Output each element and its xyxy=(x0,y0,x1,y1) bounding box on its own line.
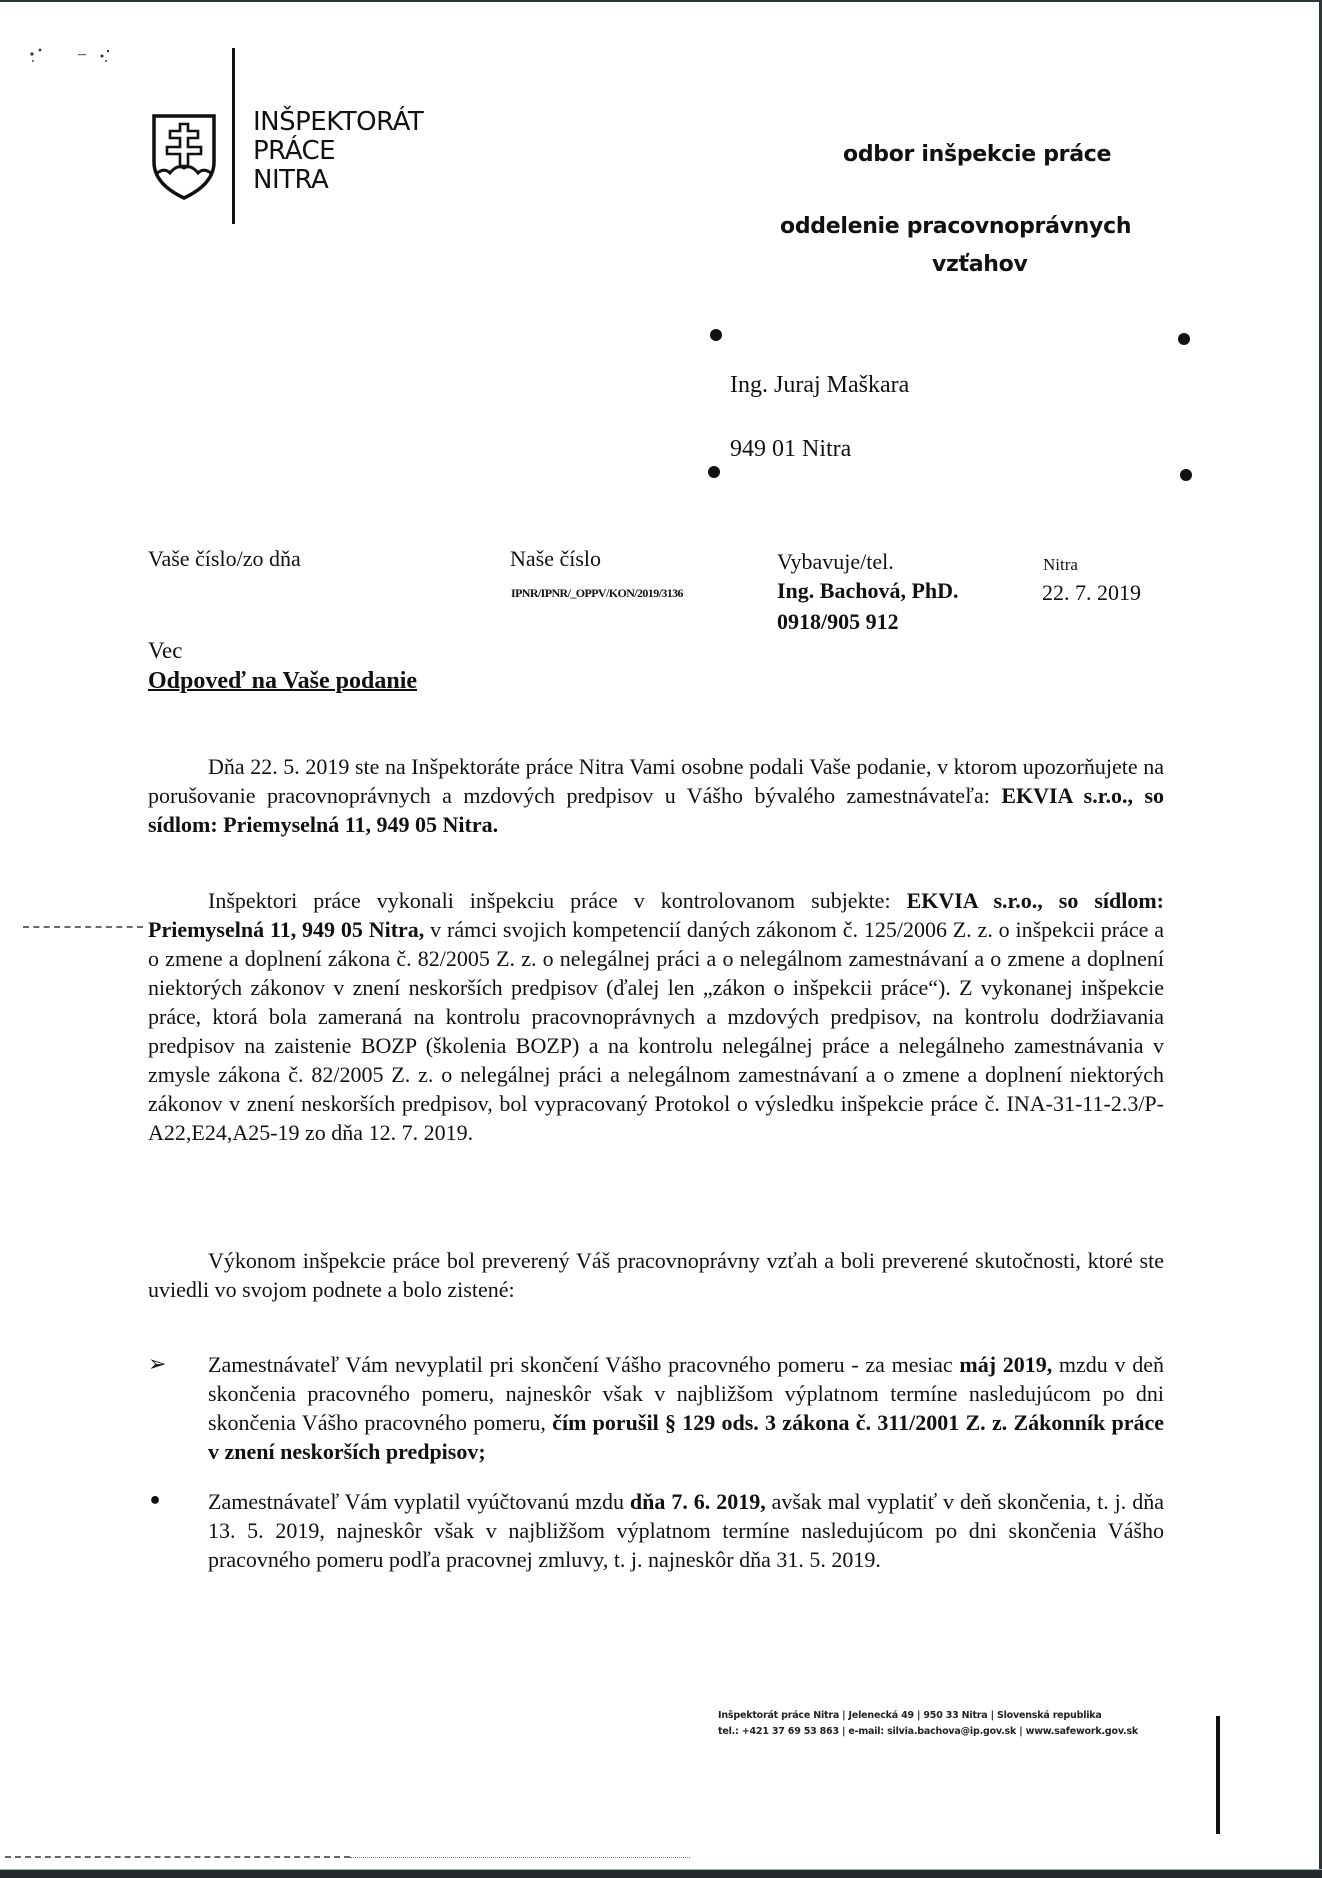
org-line: PRÁCE xyxy=(253,136,336,166)
footer-vertical-bar xyxy=(1216,1716,1220,1834)
body-paragraph xyxy=(148,886,1164,1147)
our-ref-label: Naše číslo xyxy=(510,546,602,571)
finding-text: avšak mal vyplatiť v deň skončenia, t. j. dňa 13. 5. 2019, najneskôr však v najbližšom výplatnom termíne nasledujúcom po dni skončenia Vášho pracovného pomeru podľa pracovnej zmluvy, t. j. najneskôr dňa 31. 5. 2019. xyxy=(208,1489,1164,1572)
section-name-line2: vzťahov xyxy=(932,252,1028,277)
section-name-line1: oddelenie pracovnoprávnych xyxy=(780,214,1132,239)
body-paragraph xyxy=(148,752,1164,839)
handler-label: Vybavuje/tel. xyxy=(777,549,894,574)
letter-date: 22. 7. 2019 xyxy=(1042,580,1141,605)
footer-contacts: tel.: +421 37 69 53 863 | e-mail: silvia.bachova@ip.gov.sk | www.safework.gov.sk xyxy=(718,1726,1139,1737)
organization-name xyxy=(253,108,423,195)
paragraph-text: v rámci svojich kompetencií daných zákonom č. 125/2006 Z. z. o inšpekcii práce a o zmene a doplnení zákona č. 82/2005 Z. z. o nelegálnej práci a o nelegálnom zamestnávaní a o zmene a doplnení niektorých zákonov v znení neskorších predpisov (ďalej len „zákon o inšpekcii práce“). Z vykonanej inšpekcie práce, ktorá bola zameraná na kontrolu pracovnoprávnych a mzdových predpisov, na kontrolu dodržiavania predpisov na zaistenie BOZP (školenia BOZP) a na kontrolu nelegálnej práce a nelegálneho zamestnávania v zmysle zákona č. 82/2005 Z. z. o nelegálnej práci a nelegálnom zamestnávaní a o zmene a doplnení niektorých zákonov v znení neskorších predpisov, bol vypracovaný Protokol o výsledku inšpekcie práce č. INA-31-11-2.3/P-A22,E24,A25-19 zo dňa 12. 7. 2019. xyxy=(148,917,1164,1145)
scan-artifact-line xyxy=(23,926,143,928)
department-name: odbor inšpekcie práce xyxy=(843,142,1112,167)
finding-emphasis: čím porušil § 129 ods. 3 zákona č. 311/2001 Z. z. Zákonník práce v znení neskorších predpisov; xyxy=(208,1410,1165,1464)
scan-border-bottom xyxy=(0,1869,1322,1878)
finding-emphasis: dňa 7. 6. 2019, xyxy=(629,1489,766,1514)
paragraph-text: Výkonom inšpekcie práce bol preverený Váš pracovnoprávny vzťah a boli preverené skutočnosti, ktoré ste uviedli vo svojom podnete a bolo zistené: xyxy=(148,1248,1164,1302)
arrow-bullet-icon: ➢ xyxy=(148,1352,167,1377)
scan-artifact-line xyxy=(350,1857,690,1858)
window-corner-mark xyxy=(1180,469,1192,481)
window-corner-mark xyxy=(708,466,720,478)
recipient-name: Ing. Juraj Maškara xyxy=(730,372,910,398)
dot-bullet-icon: • xyxy=(148,1489,163,1514)
scan-artifact-line xyxy=(5,1856,350,1858)
scan-border-top xyxy=(0,0,1322,2)
finding-item xyxy=(148,1350,1164,1466)
recipient-city: 949 01 Nitra xyxy=(730,436,852,462)
your-ref-label: Vaše číslo/zo dňa xyxy=(148,546,301,571)
paragraph-text: Inšpektori práce vykonali inšpekciu práce v kontrolovanom subjekte: xyxy=(208,888,907,913)
finding-text: mzdu v deň skončenia pracovného pomeru, najneskôr však v najbližšom výplatnom termíne nasledujúcom po dni skončenia Vášho pracovného pomeru, xyxy=(208,1352,1164,1435)
body-paragraph xyxy=(148,1246,1164,1304)
company-address: EKVIA s.r.o., so sídlom: Priemyselná 11, 949 05 Nitra. xyxy=(148,783,1165,837)
finding-text: Zamestnávateľ Vám nevyplatil pri skončení Vášho pracovného pomeru - za mesiac xyxy=(208,1352,960,1377)
handler-name: Ing. Bachová, PhD. xyxy=(777,578,959,603)
company-address: EKVIA s.r.o., so sídlom: Priemyselná 11, 949 05 Nitra, xyxy=(148,888,1164,942)
org-line: NITRA xyxy=(253,165,329,195)
scan-speckle xyxy=(28,46,118,68)
finding-emphasis: máj 2019, xyxy=(959,1352,1053,1377)
handler-phone: 0918/905 912 xyxy=(777,609,899,634)
finding-text: Zamestnávateľ Vám vyplatil vyúčtovanú mzdu xyxy=(208,1489,630,1514)
window-corner-mark xyxy=(710,329,722,341)
letter-place: Nitra xyxy=(1043,555,1078,574)
footer-contact xyxy=(718,1708,1138,1740)
window-corner-mark xyxy=(1178,333,1190,345)
footer-address: Inšpektorát práce Nitra | Jelenecká 49 | 950 33 Nitra | Slovenská republika xyxy=(718,1710,1102,1721)
org-line: INŠPEKTORÁT xyxy=(253,107,424,137)
subject-label: Vec xyxy=(148,638,183,663)
slovak-coat-of-arms-icon xyxy=(150,112,218,200)
letterhead-divider xyxy=(232,48,235,224)
paragraph-text: Dňa 22. 5. 2019 ste na Inšpektoráte práce Nitra Vami osobne podali Vaše podanie, v ktorom upozorňujete na porušovanie pracovnoprávnych a mzdových predpisov u Vášho bývalého zamestnávateľa: xyxy=(148,754,1164,808)
our-ref-value: IPNR/IPNR/_OPPV/KON/2019/3136 xyxy=(511,586,683,600)
subject-title: Odpoveď na Vaše podanie xyxy=(148,668,418,694)
finding-item xyxy=(148,1487,1164,1574)
